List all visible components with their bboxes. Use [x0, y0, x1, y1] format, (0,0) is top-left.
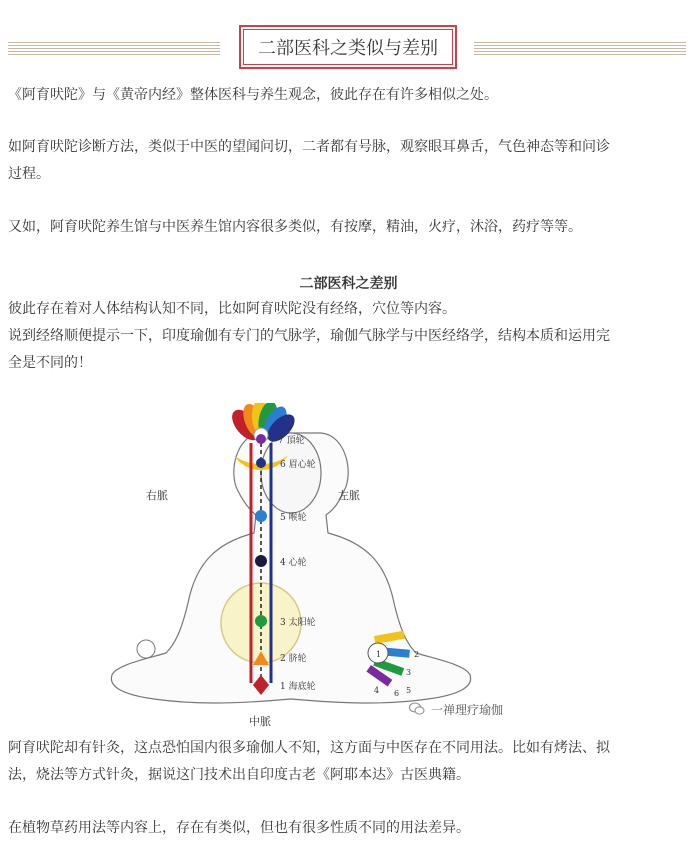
chakra-7-dot	[256, 434, 266, 444]
label-center-channel: 中脈	[249, 715, 271, 728]
chakra-5-dot	[255, 510, 267, 522]
label-chakra-4: 4 心轮	[280, 558, 307, 568]
label-chakra-5: 5 喉轮	[280, 513, 307, 523]
chakra-3-dot	[255, 615, 267, 627]
label-left-channel: 左脈	[338, 489, 360, 502]
paragraph-body-structure: 彼此存在着对人体结构认知不同，比如阿育吠陀没有经络，穴位等内容。	[8, 301, 456, 317]
paragraph-acupuncture-line2: 法，烧法等方式针灸，据说这门技术出自印度古老《阿耶本达》古医典籍。	[8, 767, 470, 783]
paragraph-diagnosis-line2: 过程。	[8, 166, 50, 182]
finger-number-2: 2	[414, 650, 420, 659]
decorative-rule-left	[8, 42, 220, 56]
label-chakra-1: 1 海底轮	[280, 682, 316, 692]
label-chakra-7: 7 頂轮	[278, 436, 305, 446]
paragraph-similarity-intro: 《阿育吠陀》与《黄帝内经》整体医科与养生观念，彼此存在有许多相似之处。	[8, 87, 498, 103]
paragraph-meridians-line2: 全是不同的！	[8, 355, 92, 371]
chakra-figure	[106, 403, 526, 728]
watermark-text: 一禅理疗瑜伽	[431, 702, 504, 717]
finger-number-1: 1	[376, 650, 382, 659]
subtitle-differences: 二部医科之差别	[299, 276, 398, 292]
section-title-box	[239, 25, 457, 69]
label-chakra-3: 3 太阳轮	[280, 618, 316, 628]
chakra-4-dot	[255, 555, 267, 567]
right-hand-circle	[137, 640, 155, 658]
wechat-icon	[409, 702, 425, 716]
paragraph-diagnosis-line1: 如阿育吠陀诊断方法，类似于中医的望闻问切，二者都有号脉，观察眼耳鼻舌，气色神态等和问诊	[8, 139, 610, 155]
section-title-row	[0, 24, 697, 74]
finger-number-4: 4	[374, 686, 380, 695]
paragraph-wellness-hall: 又如，阿育吠陀养生馆与中医养生馆内容很多类似，有按摩，精油，火疗，沐浴，药疗等等。	[8, 219, 582, 235]
label-right-channel: 右脈	[146, 489, 168, 502]
section-title: 二部医科之类似与差别	[243, 29, 453, 65]
finger-number-6: 6	[394, 689, 400, 698]
finger-number-5: 5	[406, 686, 412, 695]
label-chakra-6: 6 眉心轮	[280, 460, 316, 470]
paragraph-herbal: 在植物草药用法等内容上，存在有类似，但也有很多性质不同的用法差异。	[8, 820, 470, 836]
paragraph-meridians-line1: 说到经络顺便提示一下，印度瑜伽有专门的气脉学，瑜伽气脉学与中医经络学，结构本质和运用完	[8, 328, 610, 344]
finger-number-3: 3	[406, 668, 412, 677]
decorative-rule-right	[474, 42, 686, 56]
paragraph-acupuncture-line1: 阿育吠陀却有针灸，这点恐怕国内很多瑜伽人不知，这方面与中医存在不同用法。比如有烤法、拟	[8, 740, 610, 756]
label-chakra-2: 2 脐轮	[280, 654, 307, 664]
watermark	[409, 698, 527, 720]
chakra-6-dot	[256, 458, 266, 468]
